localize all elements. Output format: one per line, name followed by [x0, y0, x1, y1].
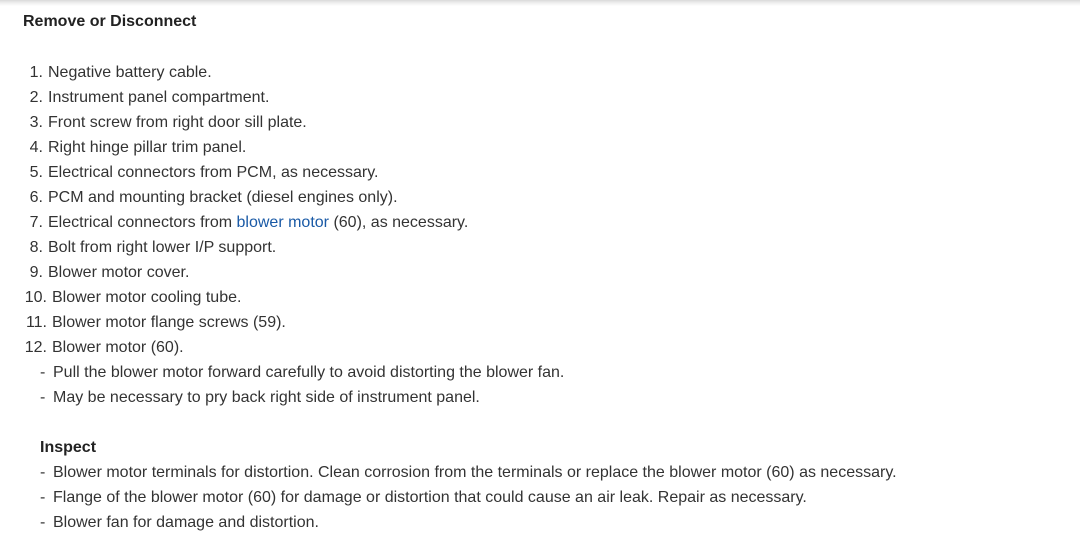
- step-6: [23, 185, 398, 210]
- inspect-item-3: [40, 510, 319, 535]
- step-text: Blower motor cooling tube.: [52, 289, 242, 306]
- step-text: Right hinge pillar trim panel.: [48, 139, 247, 156]
- step-text: Bolt from right lower I/P support.: [48, 239, 277, 256]
- step-number: 4.: [29, 139, 43, 156]
- step-text: Blower motor (60).: [52, 339, 184, 356]
- step-number: 5.: [29, 164, 43, 181]
- dash-bullet: -: [40, 364, 46, 381]
- step-number: 8.: [29, 239, 43, 256]
- step-1: [23, 60, 212, 85]
- dash-bullet: -: [40, 514, 46, 531]
- inspect-text: Blower motor terminals for distortion. Clean corrosion from the terminals or replace the blower motor (60) as necessary.: [53, 464, 897, 481]
- remove-note-2: [40, 385, 480, 410]
- step-11: [23, 310, 286, 335]
- step-text-after: (60), as necessary.: [329, 214, 469, 231]
- step-text-before: Electrical connectors from: [48, 214, 237, 231]
- step-12: [23, 335, 184, 360]
- step-text: Instrument panel compartment.: [48, 89, 270, 106]
- step-text: Front screw from right door sill plate.: [48, 114, 307, 131]
- step-number: 7.: [29, 214, 43, 231]
- step-text: PCM and mounting bracket (diesel engines only).: [48, 189, 398, 206]
- inspect-text: Flange of the blower motor (60) for damage or distortion that could cause an air leak. Repair as necessary.: [53, 489, 807, 506]
- note-text: May be necessary to pry back right side of instrument panel.: [53, 389, 480, 406]
- step-3: [23, 110, 307, 135]
- step-text: Blower motor flange screws (59).: [52, 314, 286, 331]
- note-text: Pull the blower motor forward carefully to avoid distorting the blower fan.: [53, 364, 565, 381]
- dash-bullet: -: [40, 389, 46, 406]
- blower-motor-link[interactable]: blower motor: [236, 214, 329, 231]
- step-number: 9.: [29, 264, 43, 281]
- inspect-item-1: [40, 460, 897, 485]
- top-shadow: [0, 0, 1080, 6]
- step-4: [23, 135, 246, 160]
- inspect-text: Blower fan for damage and distortion.: [53, 514, 319, 531]
- remove-note-1: [40, 360, 564, 385]
- dash-bullet: -: [40, 464, 46, 481]
- step-text: Blower motor cover.: [48, 264, 190, 281]
- step-number: 1.: [29, 64, 43, 81]
- step-number: 10.: [24, 289, 47, 306]
- remove-disconnect-heading: Remove or Disconnect: [23, 13, 197, 30]
- step-number: 12.: [24, 339, 47, 356]
- step-number: 6.: [29, 189, 43, 206]
- step-9: [23, 260, 189, 285]
- step-2: [23, 85, 269, 110]
- inspect-heading: Inspect: [40, 439, 97, 456]
- step-7: [23, 210, 468, 235]
- dash-bullet: -: [40, 489, 46, 506]
- step-text: Negative battery cable.: [48, 64, 212, 81]
- step-5: [23, 160, 378, 185]
- step-number: 2.: [29, 89, 43, 106]
- step-10: [23, 285, 241, 310]
- step-number: 3.: [29, 114, 43, 131]
- step-number: 11.: [25, 314, 47, 331]
- step-8: [23, 235, 276, 260]
- inspect-item-2: [40, 485, 807, 510]
- step-text: Electrical connectors from PCM, as necessary.: [48, 164, 379, 181]
